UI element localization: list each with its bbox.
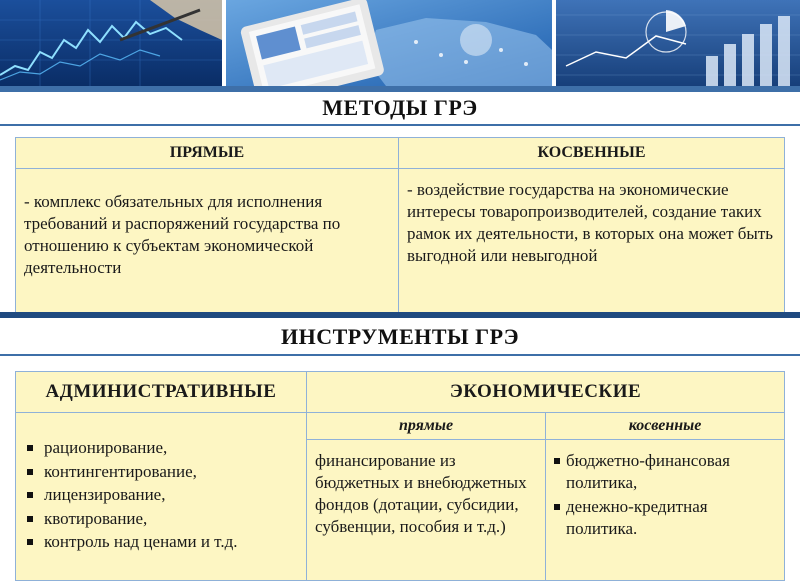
list-item-text: бюджетно-финансовая политика,	[566, 451, 730, 492]
bullet-icon	[27, 445, 33, 451]
list-item-text: лицензирование,	[44, 485, 166, 504]
list-item-text: денежно-кредитная политика.	[566, 496, 708, 538]
list-item-text: контроль над ценами и т.д.	[44, 532, 238, 551]
list-item	[24, 461, 298, 483]
economic-direct-text: финансирование из бюджетных и внебюджетных фондов (дотации, субсидии, субвенции, пособия и т.д.)	[307, 440, 546, 581]
list-item-text: контингентирование,	[44, 461, 197, 481]
methods-divider	[0, 124, 800, 126]
financial-charts-image	[556, 0, 800, 86]
list-item	[24, 531, 298, 553]
tools-title: ИНСТРУМЕНТЫ ГРЭ	[280, 324, 519, 349]
bullet-icon	[27, 516, 33, 522]
administrative-list-cell	[16, 413, 307, 581]
top-divider	[0, 86, 800, 92]
economic-header: ЭКОНОМИЧЕСКИЕ	[307, 372, 785, 413]
methods-direct-text: - комплекс обязательных для исполнения требований и распоряжений государства по отношению к субъектам экономической деятельности	[16, 169, 399, 313]
list-item	[24, 484, 298, 506]
economic-direct-header: прямые	[307, 413, 546, 440]
economic-indirect-list-cell	[546, 440, 785, 581]
tools-divider	[0, 354, 800, 356]
methods-direct-header: ПРЯМЫЕ	[16, 138, 399, 169]
methods-indirect-header: КОСВЕННЫЕ	[399, 138, 785, 169]
economic-indirect-header: косвенные	[546, 413, 785, 440]
stock-chart-image	[0, 0, 222, 86]
administrative-header: АДМИНИСТРАТИВНЫЕ	[16, 372, 307, 413]
list-item	[554, 450, 776, 494]
list-item	[554, 496, 776, 540]
methods-table	[15, 137, 785, 313]
bullet-icon	[554, 458, 560, 464]
banner	[0, 0, 800, 86]
tools-top-divider	[0, 312, 800, 318]
bullet-icon	[27, 469, 33, 475]
list-item-text: квотирование,	[44, 508, 148, 528]
list-item	[24, 508, 298, 530]
tablet-map-image	[226, 0, 552, 86]
bullet-icon	[554, 504, 560, 510]
bullet-icon	[27, 539, 33, 545]
administrative-list	[24, 437, 298, 553]
tools-table	[15, 371, 785, 581]
economic-indirect-list	[554, 450, 776, 540]
methods-indirect-text: - воздействие государства на экономические интересы товаропроизводителей, создание таких рамок их деятельности, в которых она может быть выгодной или невыгодной	[399, 169, 785, 313]
bullet-icon	[27, 492, 33, 498]
list-item	[24, 437, 298, 459]
list-item-text: рационирование,	[44, 438, 168, 457]
methods-title: МЕТОДЫ ГРЭ	[322, 95, 478, 120]
